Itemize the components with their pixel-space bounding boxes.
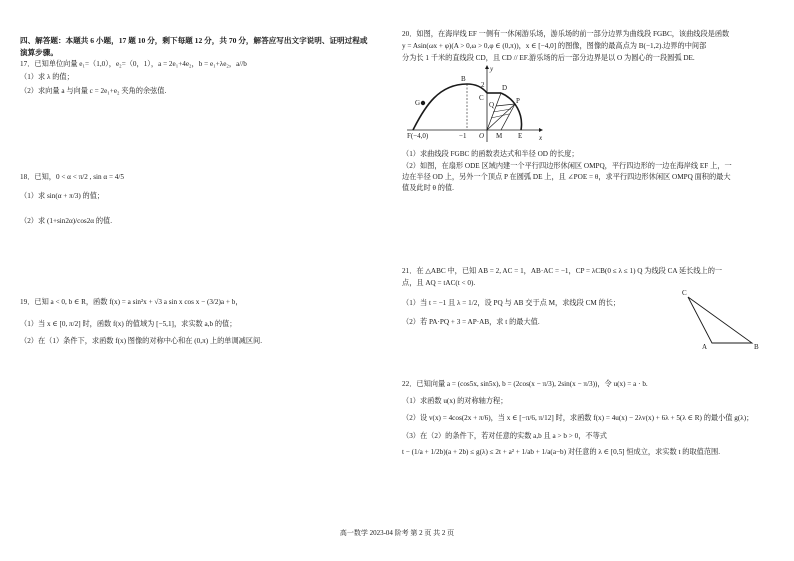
q19-part2: （2）在（1）条件下，求函数 f(x) 图像的对称中心和在 (0,π) 上的单调减区间. (20, 337, 263, 345)
y-axis-arrow-icon (485, 65, 489, 69)
q18-part1: （1）求 sin(α + π/3) 的值； (20, 192, 105, 200)
q22-part4: t − (1/a + 1/2b)(a + 2b) ≤ g(λ) ≤ 2t + a² + 1/ab + 1/a(a−b) 对任意的 λ ∈ [0,5] 恒成立，求实数 t 的取值范围. (402, 448, 720, 456)
q19-stem: 19．已知 a < 0, b ∈ R，函数 f(x) = a sin²x + √3 a sin x cos x − (3/2)a + b， (20, 298, 243, 306)
label-p: P (516, 97, 520, 105)
q22-part3: （3）在（2）的条件下，若对任意的实数 a,b 且 a > b > 0，不等式 (402, 432, 607, 440)
q20-line3: 分为长 1 千米的直线段 CD，且 CD // EF.游乐场的后一部分边界是以 O 为圆心的一段圆弧 DE. (402, 54, 695, 62)
label-f: F(−4,0) (407, 132, 429, 140)
segment-qp (496, 104, 515, 106)
label-g: G (415, 99, 421, 107)
label-q: Q (489, 101, 495, 109)
section-heading-line2: 演算步骤。 (20, 48, 58, 57)
curve-fgbc (413, 84, 487, 130)
q21-line1: 21．在 △ABC 中，已知 AB = 2, AC = 1，AB·AC = −1，CP = λCB(0 ≤ λ ≤ 1) Q 为线段 CA 延长线上的一 (402, 267, 723, 275)
label-two: 2 (481, 81, 485, 89)
page-footer: 高一数学 2023-04 阶考 第 2 页 共 2 页 (339, 529, 455, 537)
q21-line2: 点，且 AQ = tAC(t < 0). (402, 279, 476, 287)
q17-part2: （2）求向量 a 与向量 c = 2e₁+e₂ 夹角的余弦值. (20, 87, 167, 95)
q17-stem: 17．已知单位向量 e₁=（1,0），e₂=（0，1），a = 2e₁+4e₂，b = e₁+λe₂，a//b (20, 60, 247, 68)
q18-stem: 18．已知，0 < α < π/2 , sin α = 4/5 (20, 173, 124, 181)
q20-part2-line3: 值及此时 θ 的值. (402, 184, 454, 192)
label-b: B (754, 343, 759, 351)
q20-part2-line2: 边在半径 OD 上，另外一个顶点 P 在圆弧 DE 上，且 ∠POE = θ，求平行四边形休闲区 OMPQ 面积的最大 (402, 173, 731, 181)
q22-line1: 22．已知向量 a = (cos5x, sin5x), b = (2cos(x − π/3), 2sin(x − π/3))，令 u(x) = a · b. (402, 380, 648, 388)
q21-triangle-figure (678, 285, 788, 351)
q20-figure (405, 62, 545, 144)
inner-line (491, 114, 509, 118)
label-o: O (479, 132, 485, 140)
q22-part2: （2）设 v(x) = 4cos(2x + π/6)，当 x ∈ [−π/6, π/12] 时，求函数 f(x) = 4u(x) − 2λv(x) + 6λ + 5(λ ∈ R) 的最小值 g(λ)； (402, 414, 754, 422)
label-a: A (702, 343, 708, 351)
label-c: C (682, 289, 687, 297)
radius-od (487, 93, 501, 130)
triangle-abc (688, 297, 752, 343)
label-m: M (496, 132, 503, 140)
label-e: E (518, 132, 523, 140)
q21-part2: （2）若 PA·PQ + 3 = AP·AB，求 t 的最大值. (402, 318, 540, 326)
label-b: B (461, 75, 466, 83)
label-y: y (490, 65, 494, 73)
q22-part1: （1）求函数 u(x) 的对称轴方程； (402, 397, 508, 405)
label-minus1: −1 (459, 132, 467, 140)
segment-mp (501, 104, 515, 130)
x-axis-arrow-icon (539, 128, 543, 132)
label-c: C (479, 94, 484, 102)
q20-part2-line1: （2）如图，在扇形 ODE 区域内建一个平行四边形休闲区 OMPQ，平行四边形的一边在海岸线 EF 上，一 (402, 162, 732, 170)
q19-part1: （1）当 x ∈ [0, π/2] 时，函数 f(x) 的值域为 [−5,1]，求实数 a,b 的值； (20, 320, 237, 328)
q21-part1: （1）当 t = −1 且 λ = 1/2，设 PQ 与 AB 交于点 M，求线段 CM 的长； (402, 299, 621, 307)
section-heading-line1: 四、解答题：本题共 6 小题，17 题 10 分，剩下每题 12 分，共 70 分，解答应写出文字说明、证明过程或 (20, 36, 368, 45)
point-g (421, 101, 425, 105)
q20-line2: y = Asin(ωx + φ)(A > 0,ω > 0,φ ∈ (0,π))，x ∈ [−4,0] 的图像，图像的最高点为 B(−1,2).边界的中间部 (402, 42, 707, 50)
label-d: D (502, 84, 508, 92)
q20-part1: （1）求曲线段 FGBC 的函数表达式和半径 OD 的长度； (402, 150, 579, 158)
q20-line1: 20．如图，在海岸线 EF 一侧有一休闲游乐场，游乐场的前一部分边界为曲线段 FGBC，该曲线段是函数 (402, 30, 730, 38)
label-x: x (539, 134, 543, 142)
q17-part1: （1）求 λ 的值； (20, 73, 74, 81)
q18-part2: （2）求 (1+sin2α)/cos2α 的值. (20, 217, 113, 225)
